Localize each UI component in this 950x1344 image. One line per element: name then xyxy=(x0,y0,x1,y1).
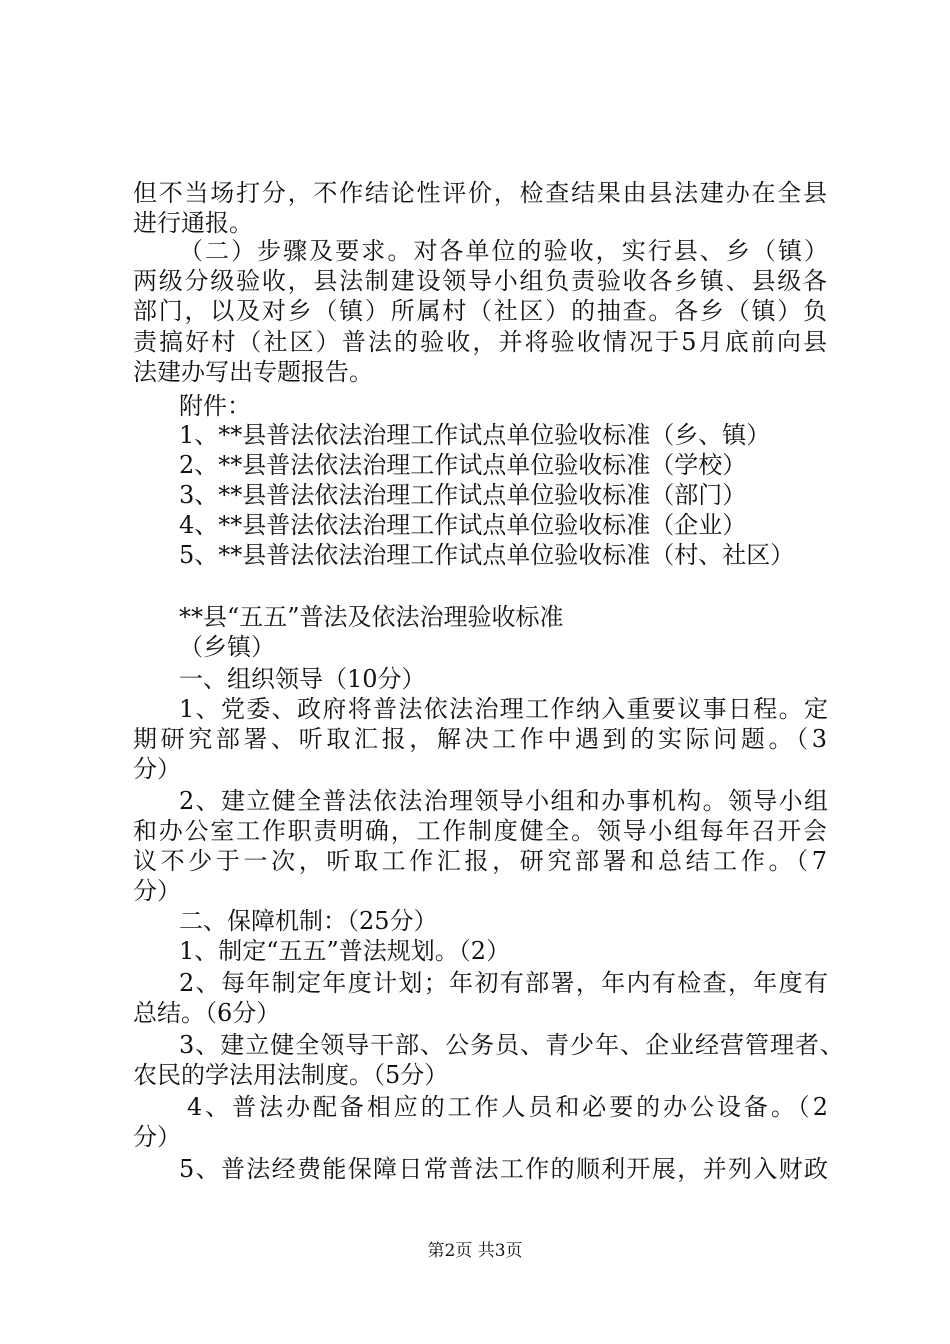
attachment-item: 1、**县普法依法治理工作试点单位验收标准（乡、镇） xyxy=(179,421,771,449)
paragraph-line: 但不当场打分，不作结论性评价，检查结果由县法建办在全县 xyxy=(133,179,827,207)
paragraph-line: 5、普法经费能保障日常普法工作的顺利开展，并列入财政 xyxy=(179,1155,828,1183)
paragraph-line: 分） xyxy=(133,755,181,783)
paragraph-line: 1、党委、政府将普法依法治理工作纳入重要议事日程。定 xyxy=(179,695,828,723)
paragraph-line: 总结。（6分） xyxy=(133,999,281,1027)
paragraph-line: 1、制定“五五”普法规划。（2） xyxy=(179,937,511,965)
paragraph-line: 2、每年制定年度计划；年初有部署，年内有检查，年度有 xyxy=(179,969,828,997)
paragraph-line: 部门，以及对乡（镇）所属村（社区）的抽查。各乡（镇）负 xyxy=(133,297,827,325)
section-subtitle: （乡镇） xyxy=(179,633,275,661)
paragraph-line: 4、普法办配备相应的工作人员和必要的办公设备。（2 xyxy=(187,1093,828,1121)
paragraph-line: 进行通报。 xyxy=(133,209,253,237)
paragraph-line: 法建办写出专题报告。 xyxy=(133,358,373,386)
paragraph-line: 议不少于一次，听取工作汇报，研究部署和总结工作。（7 xyxy=(133,847,827,875)
paragraph-line: 期研究部署、听取汇报，解决工作中遇到的实际问题。（3 xyxy=(133,725,827,753)
paragraph-line: 责搞好村（社区）普法的验收，并将验收情况于5月底前向县 xyxy=(133,328,827,356)
section-title: **县“五五”普法及依法治理验收标准 xyxy=(179,603,564,631)
paragraph-line: 2、建立健全普法依法治理领导小组和办事机构。领导小组 xyxy=(179,787,828,815)
paragraph-line: 农民的学法用法制度。（5分） xyxy=(133,1061,449,1089)
paragraph-line: 分） xyxy=(133,877,181,905)
attachment-item: 4、**县普法依法治理工作试点单位验收标准（企业） xyxy=(179,511,747,539)
attachment-item: 2、**县普法依法治理工作试点单位验收标准（学校） xyxy=(179,451,747,479)
paragraph-line: 两级分级验收，县法制建设领导小组负责验收各乡镇、县级各 xyxy=(133,267,827,295)
paragraph-line: 3、建立健全领导干部、公务员、青少年、企业经营管理者、 xyxy=(179,1031,844,1059)
section-heading: 二、保障机制：（25分） xyxy=(179,907,438,935)
paragraph-line: 和办公室工作职责明确，工作制度健全。领导小组每年召开会 xyxy=(133,817,827,845)
attachment-item: 5、**县普法依法治理工作试点单位验收标准（村、社区） xyxy=(179,541,795,569)
attachment-item: 3、**县普法依法治理工作试点单位验收标准（部门） xyxy=(179,481,747,509)
paragraph-line: （二）步骤及要求。对各单位的验收，实行县、乡（镇） xyxy=(179,237,828,265)
paragraph-line: 分） xyxy=(133,1123,181,1151)
section-heading: 一、组织领导（10分） xyxy=(179,665,426,693)
attachment-heading: 附件： xyxy=(179,392,251,420)
page-footer: 第2页 共3页 xyxy=(427,1241,523,1261)
